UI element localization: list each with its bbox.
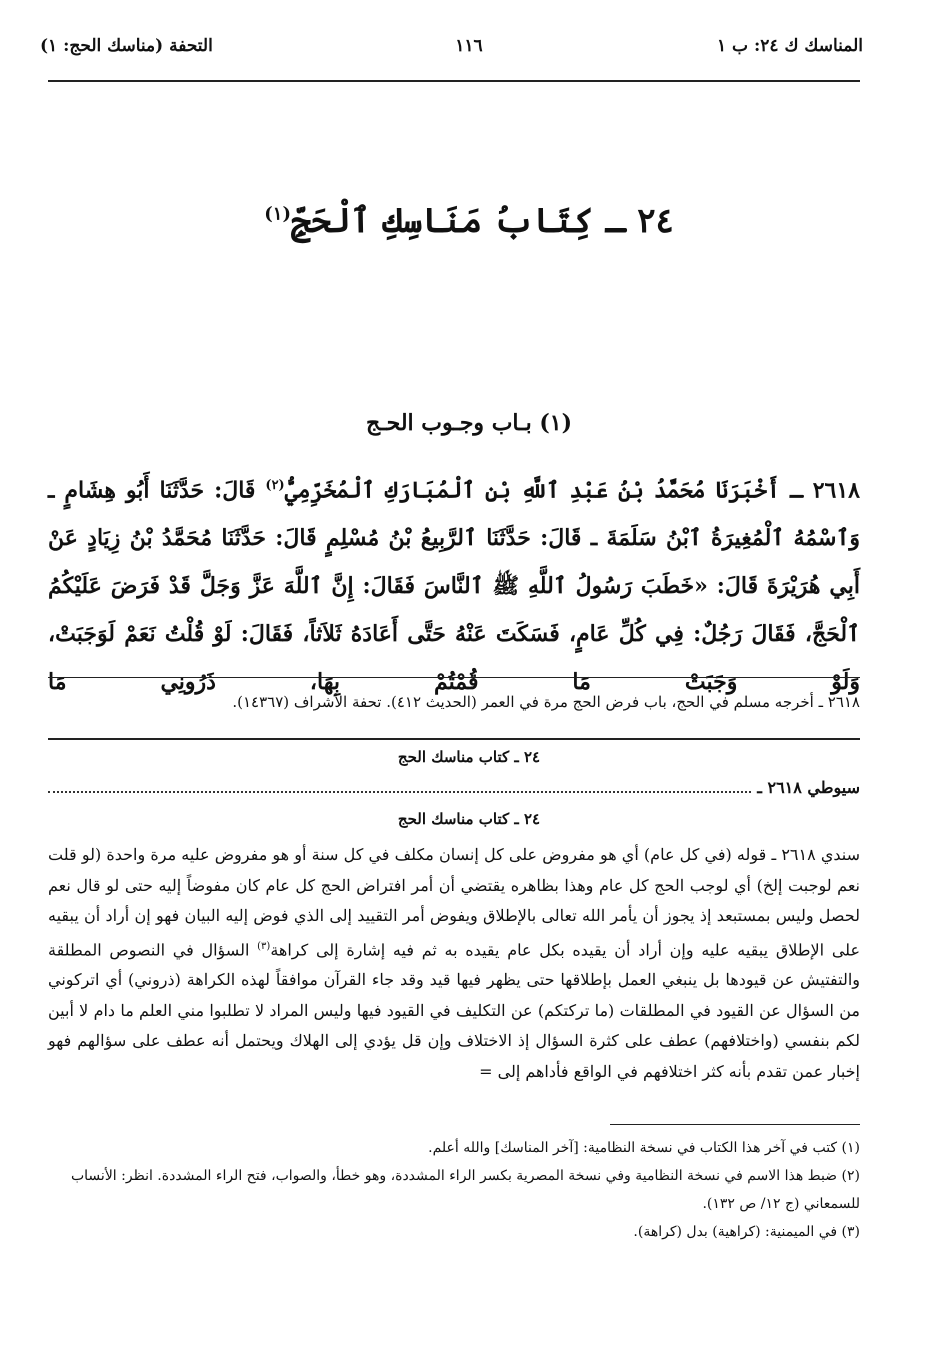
suyuti-line [48, 778, 860, 798]
footnotes [48, 1134, 860, 1246]
commentary-title-sindi: ٢٤ ـ كتاب مناسك الحج [397, 810, 541, 828]
hadith-text-part2: قَالَ: حَدَّثَنَا أَبُو هِشَامٍ ـ وَٱسْمُهُ ٱلْمُغِيرَةُ ٱبْنُ سَلَمَةَ ـ قَالَ: حَدَّثَنَا ٱلرَّبِيعُ بْنُ مُسْلِمٍ قَالَ: حَدَّثَنَا مُحَمَّدُ بْنُ زِيَادٍ عَنْ أَبِي هُرَيْرَةَ قَالَ: «خَطَبَ رَسُولُ ٱللَّهِ ﷺ ٱلنَّاسَ فَقَالَ: إِنَّ ٱللَّهَ عَزَّ وَجَلَّ قَدْ فَرَضَ عَلَيْكُمُ ٱلْحَجَّ، فَقَالَ رَجُلٌ: فِي كُلِّ عَامٍ، فَسَكَتَ عَنْهُ حَتَّى أَعَادَهُ ثَلاَثاً، فَقَالَ: لَوْ قُلْتُ نَعَمْ لَوَجَبَتْ، وَلَوْ وَجَبَتْ مَا قُمْتُمْ بِهَا، ذَرُونِي مَا [48, 477, 860, 696]
hadith-text-part1: ٢٦١٨ ـ أَخْبَرَنَا مُحَمَّدُ بْنُ عَبْدِ ٱللَّهِ بْنِ ٱلْمُبَارَكِ ٱلْمُخَرِّمِيُّ [284, 477, 860, 504]
commentary-title-suyuti: ٢٤ ـ كتاب مناسك الحج [397, 748, 541, 766]
dotted-leader [48, 791, 751, 793]
book-title [0, 200, 938, 241]
takhrij-rule [48, 677, 860, 678]
footnote-1: (١) كتب في آخر هذا الكتاب في نسخة النظامية: [آخر المناسك] والله أعلم. [428, 1140, 860, 1156]
chapter-title: (١) بـاب وجـوب الحـج [365, 410, 573, 436]
suyuti-label: سيوطي ٢٦١٨ ـ [757, 778, 860, 797]
footnote-rule [610, 1124, 860, 1125]
header-rule [48, 80, 860, 82]
header-book-reference: المناسك ك ٢٤: ب ١ [717, 36, 863, 56]
takhrij-note: ٢٦١٨ ـ أخرجه مسلم في الحج، باب فرض الحج مرة في العمر (الحديث ٤١٢). تحفة الأشراف (١٤٣٦٧). [232, 693, 860, 711]
book-title-text: ٢٤ ـ كِتَابُ مَنَاسِكِ ٱلْحَجِّ [291, 201, 674, 241]
sindi-commentary [48, 840, 860, 1087]
hadith-text [48, 462, 860, 706]
sindi-footnote-mark: (٣) [257, 940, 271, 952]
page-number: ١١٦ [455, 36, 483, 56]
footnote-2: (٢) ضبط هذا الاسم في نسخة النظامية وفي نسخة المصرية بكسر الراء المشددة، وهو خطأ، والصواب، فتح الراء المشددة. انظر: الأنساب للسمعاني (ج ١٢/ ص ١٣٢). [70, 1168, 860, 1212]
hadith-footnote-mark: (٢) [265, 478, 285, 493]
sindi-text-part1: سندي ٢٦١٨ ـ قوله (في كل عام) أي هو مفروض على كل إنسان مكلف في كل سنة أو هو مفروض عليه مرة واحدة (لو قلت نعم لوجبت إلخ) أي لوجب الحج كل عام وهذا بظاهره يقتضي أن أمر افتراض الحج كل عام كان مفوضاً إليه حتى لو قال نعم لحصل وليس بمستبعد إذ يجوز أن يأمر الله تعالى بالإطلاق ويفوض أمر التقييد إلى الذي فوض إليه البيان فهو إن أراد أن يبقيه على الإطلاق يبقيه عليه وإن أراد أن يقيده بكل عام يقيده به ثم فيه إشارة إلى كراهة [48, 845, 861, 959]
footnote-3: (٣) في الميمنية: (كراهية) بدل (كراهة). [633, 1224, 860, 1240]
header-tuhfa-reference: التحفة (مناسك الحج: ١) [40, 36, 213, 56]
sindi-text-part2: السؤال في النصوص المطلقة والتفتيش عن قيودها بل ينبغي العمل بإطلاقها حتى يظهر فيها قيد وقد جاء القرآن موافقاً لهذه الكراهة (ذروني) أي اتركوني من السؤال عن القيود في المطلقات (ما تركتكم) عن التكليف في القيود فيها وليس المراد لا تطلبوا مني العلم ما دام لا أبين لكم بنفسي (واختلافهم) عطف على كثرة السؤال إذ الاختلاف وإن قل يؤدي إلى الهلاك ويحتمل أنه عطف على سؤالهم فهو إخبار عمن تقدم بأنه كثر اختلافهم في الواقع فأداهم إلى = [48, 939, 861, 1081]
book-title-footnote-mark: (١) [264, 203, 291, 225]
commentary-rule [48, 738, 860, 740]
